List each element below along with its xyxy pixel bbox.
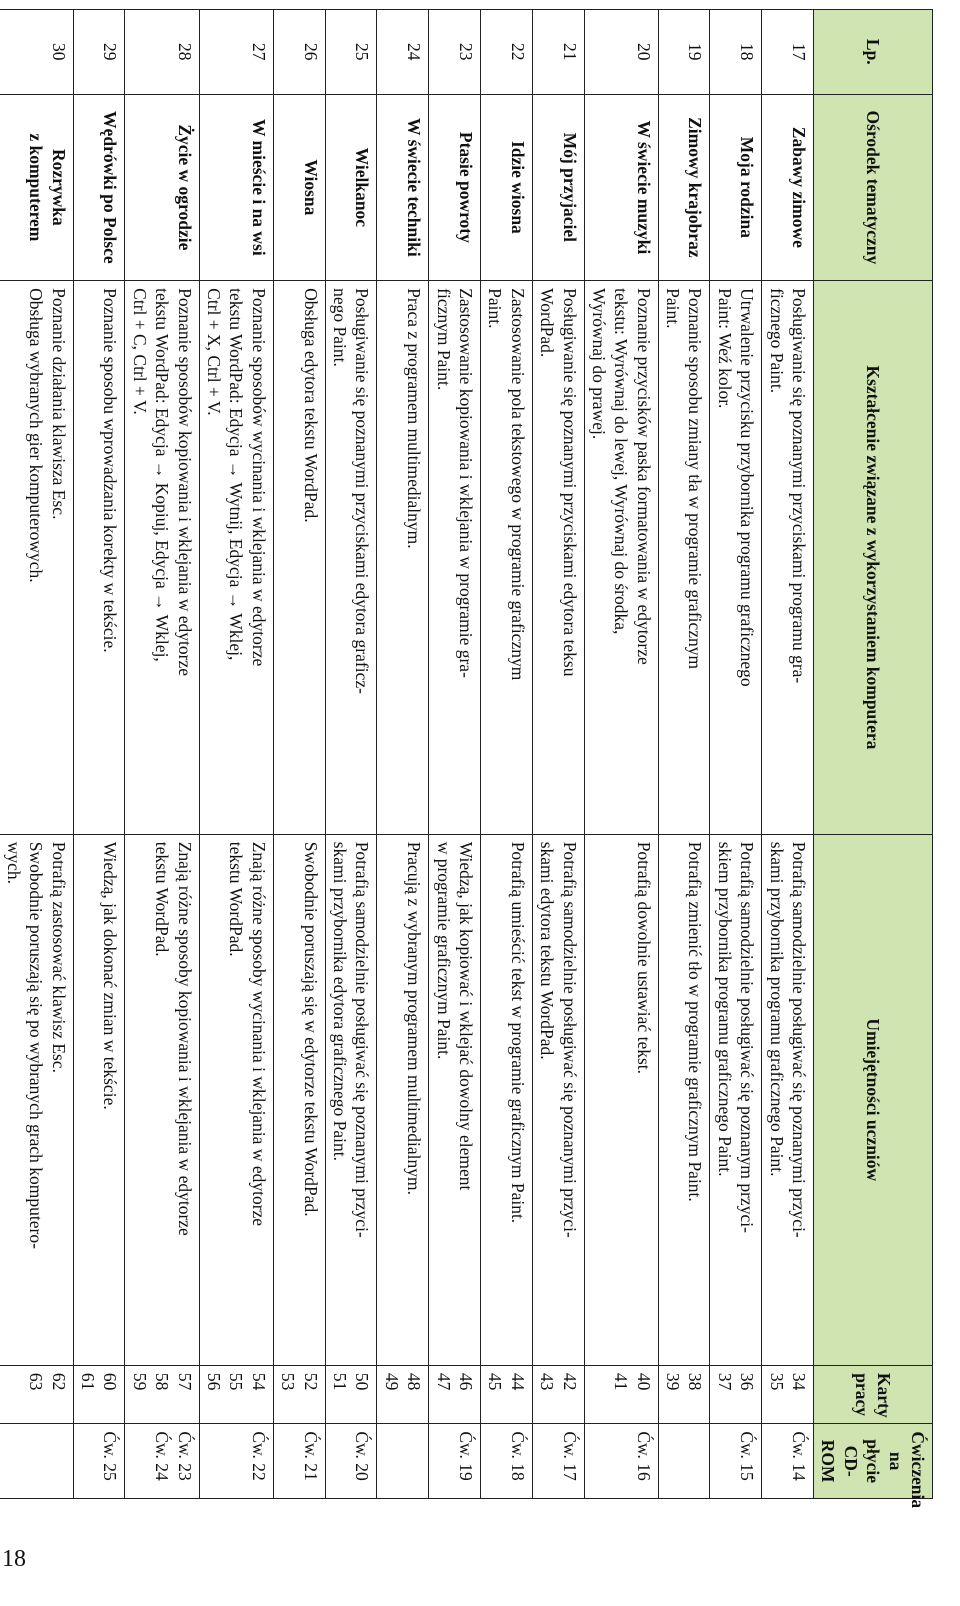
cell-lp: 28 bbox=[125, 10, 199, 95]
cell-umiejetnosci bbox=[73, 834, 125, 1365]
header-cwiczenia-line: na płycie bbox=[863, 1439, 906, 1484]
cell-umiejetnosci bbox=[762, 834, 814, 1365]
cell-cwiczenia-line: Ćw. 18 bbox=[507, 1431, 528, 1481]
cell-ksztalcenie bbox=[710, 281, 762, 835]
table-row bbox=[584, 10, 658, 1499]
cell-topic-line: Rozrywka bbox=[48, 148, 69, 226]
table-row bbox=[710, 10, 762, 1499]
cell-topic bbox=[429, 94, 481, 281]
cell-ksztalcenie bbox=[325, 281, 377, 835]
cell-karty-line: 46 bbox=[455, 1372, 476, 1391]
cell-topic bbox=[762, 94, 814, 281]
cell-cwiczenia bbox=[377, 1424, 429, 1499]
cell-cwiczenia-line: Ćw. 19 bbox=[455, 1431, 476, 1481]
cell-umiejetnosci-line: wych. bbox=[3, 841, 24, 884]
header-karty-line: Karty bbox=[874, 1372, 895, 1418]
cell-topic bbox=[273, 94, 325, 281]
rotated-table-container bbox=[3, 9, 933, 1509]
cell-topic-line: z komputerem bbox=[26, 133, 47, 242]
cell-karty-line: 42 bbox=[559, 1372, 580, 1391]
cell-ksztalcenie bbox=[199, 281, 273, 835]
cell-cwiczenia-line: Ćw. 21 bbox=[300, 1431, 321, 1481]
cell-umiejetnosci bbox=[480, 834, 532, 1365]
cell-umiejetnosci bbox=[199, 834, 273, 1365]
cell-cwiczenia bbox=[480, 1424, 532, 1499]
cell-topic bbox=[710, 94, 762, 281]
cell-karty bbox=[658, 1365, 710, 1423]
cell-umiejetnosci-line: Wiedzą, jak kopiować i wklejać dowolny element bbox=[455, 841, 476, 1191]
cell-ksztalcenie bbox=[429, 281, 481, 835]
cell-ksztalcenie-line: Wyrównaj do prawej. bbox=[588, 288, 609, 440]
cell-karty bbox=[73, 1365, 125, 1423]
cell-lp: 22 bbox=[480, 10, 532, 95]
cell-ksztalcenie-line: Praca z programem multimedialnym. bbox=[404, 288, 425, 549]
cell-topic-line: Wędrówki po Polsce bbox=[100, 111, 121, 264]
cell-umiejetnosci-line: w programie graficznym Paint. bbox=[433, 841, 454, 1060]
table-row bbox=[377, 10, 429, 1499]
cell-lp: 24 bbox=[377, 10, 429, 95]
cell-ksztalcenie-line: WordPad. bbox=[537, 288, 558, 358]
cell-ksztalcenie bbox=[0, 281, 73, 835]
cell-cwiczenia-line: Ćw. 23 bbox=[174, 1431, 195, 1481]
cell-ksztalcenie-line: Poznanie działania klawisza Esc. bbox=[48, 288, 69, 520]
cell-ksztalcenie-line: Paint. bbox=[485, 288, 506, 329]
cell-karty bbox=[532, 1365, 584, 1423]
cell-karty-line: 52 bbox=[300, 1372, 321, 1391]
cell-umiejetnosci-line: skami edytora tekstu WordPad. bbox=[537, 841, 558, 1060]
cell-cwiczenia-line: Ćw. 20 bbox=[352, 1431, 373, 1481]
cell-ksztalcenie bbox=[762, 281, 814, 835]
cell-umiejetnosci bbox=[0, 834, 73, 1365]
cell-ksztalcenie-line: Utrwalenie przycisku przybornika programu graficznego bbox=[737, 288, 758, 687]
cell-karty-line: 51 bbox=[330, 1372, 351, 1391]
cell-cwiczenia-line: Ćw. 24 bbox=[152, 1431, 173, 1481]
cell-topic-line: W mieście i na wsi bbox=[248, 118, 269, 256]
cell-karty-line: 63 bbox=[26, 1372, 47, 1391]
cell-umiejetnosci-line: Swobodnie poruszają się w edytorze tekstu WordPad. bbox=[300, 841, 321, 1217]
cell-cwiczenia bbox=[584, 1424, 658, 1499]
cell-cwiczenia bbox=[199, 1424, 273, 1499]
cell-ksztalcenie-line: Poznanie sposobu zmiany tła w programie graficznym bbox=[685, 288, 706, 670]
cell-topic bbox=[0, 94, 73, 281]
header-lp: Lp. bbox=[814, 10, 933, 95]
cell-karty-line: 58 bbox=[152, 1372, 173, 1391]
cell-karty bbox=[762, 1365, 814, 1423]
cell-karty-line: 55 bbox=[226, 1372, 247, 1391]
cell-umiejetnosci-line: Potrafią samodzielnie posługiwać się poznanymi przyci- bbox=[789, 841, 810, 1238]
cell-lp: 26 bbox=[273, 10, 325, 95]
header-ksztalcenie-line: z wykorzystaniem komputera bbox=[863, 527, 884, 750]
cell-umiejetnosci-line: Znają różne sposoby kopiowania i wklejania w edytorze bbox=[174, 841, 195, 1236]
cell-umiejetnosci bbox=[273, 834, 325, 1365]
cell-umiejetnosci-line: Potrafią umieścić tekst w programie graficznym Paint. bbox=[507, 841, 528, 1224]
cell-ksztalcenie-line: Ctrl + X, Ctrl + V. bbox=[204, 288, 225, 416]
cell-umiejetnosci bbox=[532, 834, 584, 1365]
cell-umiejetnosci-line: Potrafią samodzielnie posługiwać się poznanym przyci- bbox=[737, 841, 758, 1233]
header-cwiczenia bbox=[814, 1424, 933, 1509]
cell-lp: 19 bbox=[658, 10, 710, 95]
cell-umiejetnosci-line: skiem przybornika programu graficznego Paint. bbox=[714, 841, 735, 1177]
cell-umiejetnosci-line: Potrafią dowolnie ustawiać tekst. bbox=[633, 841, 654, 1075]
header-karty-line: pracy bbox=[852, 1373, 873, 1416]
cell-karty-line: 59 bbox=[129, 1372, 150, 1391]
cell-cwiczenia bbox=[273, 1424, 325, 1499]
cell-ksztalcenie-line: ficznym Paint. bbox=[433, 288, 454, 391]
cell-karty bbox=[199, 1365, 273, 1423]
cell-umiejetnosci bbox=[710, 834, 762, 1365]
cell-karty bbox=[377, 1365, 429, 1423]
page-number: 18 bbox=[2, 1546, 26, 1572]
cell-lp: 17 bbox=[762, 10, 814, 95]
cell-topic-line: Ptasie powroty bbox=[455, 131, 476, 243]
cell-umiejetnosci-line: Potrafią zmienić tło w programie graficznym Paint. bbox=[685, 841, 706, 1202]
cell-umiejetnosci-line: tekstu WordPad. bbox=[152, 841, 173, 957]
cell-cwiczenia bbox=[429, 1424, 481, 1499]
cell-cwiczenia bbox=[0, 1424, 73, 1499]
cell-topic-line: Wielkanoc bbox=[352, 147, 373, 228]
cell-umiejetnosci-line: Potrafią zastosować klawisz Esc. bbox=[48, 841, 69, 1074]
cell-umiejetnosci-line: Potrafią samodzielnie posługiwać się poznanymi przyci- bbox=[559, 841, 580, 1238]
cell-umiejetnosci-line: Swobodnie poruszają się po wybranych grach komputero- bbox=[26, 841, 47, 1249]
cell-karty bbox=[325, 1365, 377, 1423]
cell-karty-line: 53 bbox=[278, 1372, 299, 1391]
table-header-row bbox=[814, 10, 933, 1499]
cell-topic-line: Idzie wiosna bbox=[507, 140, 528, 234]
cell-topic-line: Zabawy zimowe bbox=[789, 126, 810, 248]
cell-ksztalcenie bbox=[480, 281, 532, 835]
cell-ksztalcenie bbox=[125, 281, 199, 835]
cell-karty bbox=[125, 1365, 199, 1423]
cell-ksztalcenie-line: Poznanie przycisków paska formatowania w edytorze bbox=[633, 288, 654, 665]
header-umiejetnosci: Umiejętności uczniów bbox=[814, 834, 933, 1365]
cell-karty-line: 39 bbox=[663, 1372, 684, 1391]
cell-ksztalcenie bbox=[377, 281, 429, 835]
cell-topic bbox=[584, 94, 658, 281]
header-cwiczenia-line: Ćwiczenia bbox=[908, 1431, 928, 1509]
header-osrodek: Ośrodek tematyczny bbox=[814, 94, 933, 281]
cell-cwiczenia-line: Ćw. 16 bbox=[633, 1431, 654, 1481]
cell-umiejetnosci-line: Potrafią samodzielnie posługiwać się poznanymi przyci- bbox=[352, 841, 373, 1238]
cell-cwiczenia bbox=[658, 1424, 710, 1499]
cell-karty-line: 50 bbox=[352, 1372, 373, 1391]
cell-cwiczenia bbox=[73, 1424, 125, 1499]
cell-ksztalcenie-line: Posługiwanie się poznanymi przyciskami edytora graficz- bbox=[352, 288, 373, 694]
cell-umiejetnosci-line: tekstu WordPad. bbox=[226, 841, 247, 957]
cell-umiejetnosci bbox=[377, 834, 429, 1365]
cell-cwiczenia bbox=[532, 1424, 584, 1499]
cell-karty bbox=[429, 1365, 481, 1423]
cell-topic bbox=[199, 94, 273, 281]
cell-ksztalcenie-line: Poznanie sposobów wycinania i wklejania w edytorze bbox=[248, 288, 269, 667]
cell-cwiczenia-line: Ćw. 17 bbox=[559, 1431, 580, 1481]
cell-karty-line: 47 bbox=[433, 1372, 454, 1391]
cell-karty bbox=[480, 1365, 532, 1423]
cell-umiejetnosci-line: skami przybornika programu graficznego Paint. bbox=[766, 841, 787, 1177]
cell-topic-line: Wiosna bbox=[300, 159, 321, 216]
cell-karty-line: 43 bbox=[537, 1372, 558, 1391]
cell-lp: 20 bbox=[584, 10, 658, 95]
cell-karty-line: 37 bbox=[714, 1372, 735, 1391]
cell-cwiczenia bbox=[762, 1424, 814, 1499]
cell-ksztalcenie-line: Poznanie sposobu wprowadzania korekty w tekście. bbox=[100, 288, 121, 653]
cell-karty-line: 35 bbox=[766, 1372, 787, 1391]
cell-umiejetnosci bbox=[125, 834, 199, 1365]
cell-karty-line: 61 bbox=[78, 1372, 99, 1391]
cell-ksztalcenie bbox=[658, 281, 710, 835]
cell-karty-line: 56 bbox=[204, 1372, 225, 1391]
cell-topic bbox=[125, 94, 199, 281]
cell-ksztalcenie-line: Posługiwanie się poznanymi przyciskami programu gra- bbox=[789, 288, 810, 684]
cell-karty-line: 60 bbox=[100, 1372, 121, 1391]
cell-lp: 29 bbox=[73, 10, 125, 95]
cell-ksztalcenie-line: tekstu WordPad: Edycja → Wytnij, Edycja → Wklej, bbox=[226, 288, 247, 661]
cell-topic-line: W świecie techniki bbox=[404, 118, 425, 257]
header-ksztalcenie bbox=[814, 281, 933, 835]
table-row bbox=[480, 10, 532, 1499]
table-row bbox=[429, 10, 481, 1499]
curriculum-table bbox=[0, 9, 933, 1509]
table-row bbox=[762, 10, 814, 1499]
cell-ksztalcenie-line: tekstu: Wyrównaj do lewej, Wyrównaj do środka, bbox=[611, 288, 632, 635]
cell-karty bbox=[584, 1365, 658, 1423]
cell-ksztalcenie-line: Zastosowanie kopiowania i wklejania w programie gra- bbox=[455, 288, 476, 678]
cell-topic bbox=[377, 94, 429, 281]
cell-topic bbox=[73, 94, 125, 281]
cell-ksztalcenie-line: Poznanie sposobów kopiowania i wklejania w edytorze bbox=[174, 288, 195, 676]
cell-karty-line: 34 bbox=[789, 1372, 810, 1391]
cell-cwiczenia-line: Ćw. 22 bbox=[248, 1431, 269, 1481]
cell-lp: 27 bbox=[199, 10, 273, 95]
table-row bbox=[73, 10, 125, 1499]
cell-cwiczenia bbox=[710, 1424, 762, 1499]
cell-ksztalcenie bbox=[273, 281, 325, 835]
cell-umiejetnosci bbox=[658, 834, 710, 1365]
cell-umiejetnosci-line: Wiedzą, jak dokonać zmian w tekście. bbox=[100, 841, 121, 1110]
cell-ksztalcenie-line: Paint. bbox=[663, 288, 684, 329]
cell-umiejetnosci bbox=[325, 834, 377, 1365]
cell-ksztalcenie bbox=[73, 281, 125, 835]
cell-karty-line: 57 bbox=[174, 1372, 195, 1391]
cell-cwiczenia bbox=[125, 1424, 199, 1499]
cell-ksztalcenie-line: Paint: Weź kolor. bbox=[714, 288, 735, 409]
cell-umiejetnosci-line: Znają różne sposoby wycinania i wklejania w edytorze bbox=[248, 841, 269, 1227]
table-row bbox=[532, 10, 584, 1499]
cell-karty-line: 45 bbox=[485, 1372, 506, 1391]
cell-lp: 21 bbox=[532, 10, 584, 95]
cell-karty-line: 41 bbox=[611, 1372, 632, 1391]
cell-karty-line: 40 bbox=[633, 1372, 654, 1391]
header-karty bbox=[814, 1365, 933, 1423]
cell-topic-line: Moja rodzina bbox=[737, 136, 758, 238]
cell-ksztalcenie-line: ficznego Paint. bbox=[766, 288, 787, 394]
cell-karty bbox=[0, 1365, 73, 1423]
cell-karty-line: 62 bbox=[48, 1372, 69, 1391]
table-row bbox=[125, 10, 199, 1499]
cell-lp: 18 bbox=[710, 10, 762, 95]
table-row bbox=[273, 10, 325, 1499]
cell-ksztalcenie-line: Zastosowanie pola tekstowego w programie graficznym bbox=[507, 288, 528, 681]
cell-cwiczenia-line: Ćw. 25 bbox=[100, 1431, 121, 1481]
cell-topic bbox=[480, 94, 532, 281]
cell-ksztalcenie-line: Obsługa wybranych gier komputerowych. bbox=[26, 288, 47, 583]
cell-topic-line: W świecie muzyki bbox=[633, 120, 654, 255]
cell-topic-line: Życie w ogrodzie bbox=[174, 124, 195, 251]
cell-ksztalcenie bbox=[532, 281, 584, 835]
cell-ksztalcenie-line: tekstu WordPad: Edycja → Kopiuj, Edycja → Wklej, bbox=[152, 288, 173, 662]
cell-karty bbox=[273, 1365, 325, 1423]
cell-karty-line: 44 bbox=[507, 1372, 528, 1391]
table-row bbox=[0, 10, 73, 1499]
table-row bbox=[199, 10, 273, 1499]
cell-ksztalcenie-line: nego Paint. bbox=[330, 288, 351, 367]
header-cwiczenia-line: CD-ROM bbox=[818, 1439, 861, 1483]
cell-karty-line: 36 bbox=[737, 1372, 758, 1391]
table-row bbox=[658, 10, 710, 1499]
cell-topic-line: Zimowy krajobraz bbox=[685, 117, 706, 258]
cell-ksztalcenie-line: Ctrl + C, Ctrl + V. bbox=[129, 288, 150, 415]
cell-cwiczenia-line: Ćw. 14 bbox=[789, 1431, 810, 1481]
cell-lp: 30 bbox=[0, 10, 73, 95]
cell-topic bbox=[658, 94, 710, 281]
cell-umiejetnosci-line: Pracują z wybranym programem multimedialnym. bbox=[404, 841, 425, 1196]
cell-umiejetnosci-line: skami przybornika edytora graficznego Paint. bbox=[330, 841, 351, 1161]
cell-lp: 23 bbox=[429, 10, 481, 95]
cell-ksztalcenie-line: Posługiwanie się poznanymi przyciskami edytora teksu bbox=[559, 288, 580, 677]
table-body bbox=[0, 10, 814, 1499]
cell-ksztalcenie-line: Obsługa edytora tekstu WordPad. bbox=[300, 288, 321, 523]
cell-topic bbox=[325, 94, 377, 281]
cell-karty-line: 48 bbox=[404, 1372, 425, 1391]
table-row bbox=[325, 10, 377, 1499]
cell-umiejetnosci bbox=[584, 834, 658, 1365]
cell-umiejetnosci bbox=[429, 834, 481, 1365]
cell-karty-line: 49 bbox=[381, 1372, 402, 1391]
cell-cwiczenia bbox=[325, 1424, 377, 1499]
header-ksztalcenie-line: Kształcenie związane bbox=[863, 365, 884, 524]
cell-topic-line: Mój przyjaciel bbox=[559, 132, 580, 243]
cell-cwiczenia-line: Ćw. 15 bbox=[737, 1431, 758, 1481]
cell-ksztalcenie bbox=[584, 281, 658, 835]
cell-karty bbox=[710, 1365, 762, 1423]
cell-lp: 25 bbox=[325, 10, 377, 95]
cell-karty-line: 38 bbox=[685, 1372, 706, 1391]
cell-topic bbox=[532, 94, 584, 281]
cell-karty-line: 54 bbox=[248, 1372, 269, 1391]
